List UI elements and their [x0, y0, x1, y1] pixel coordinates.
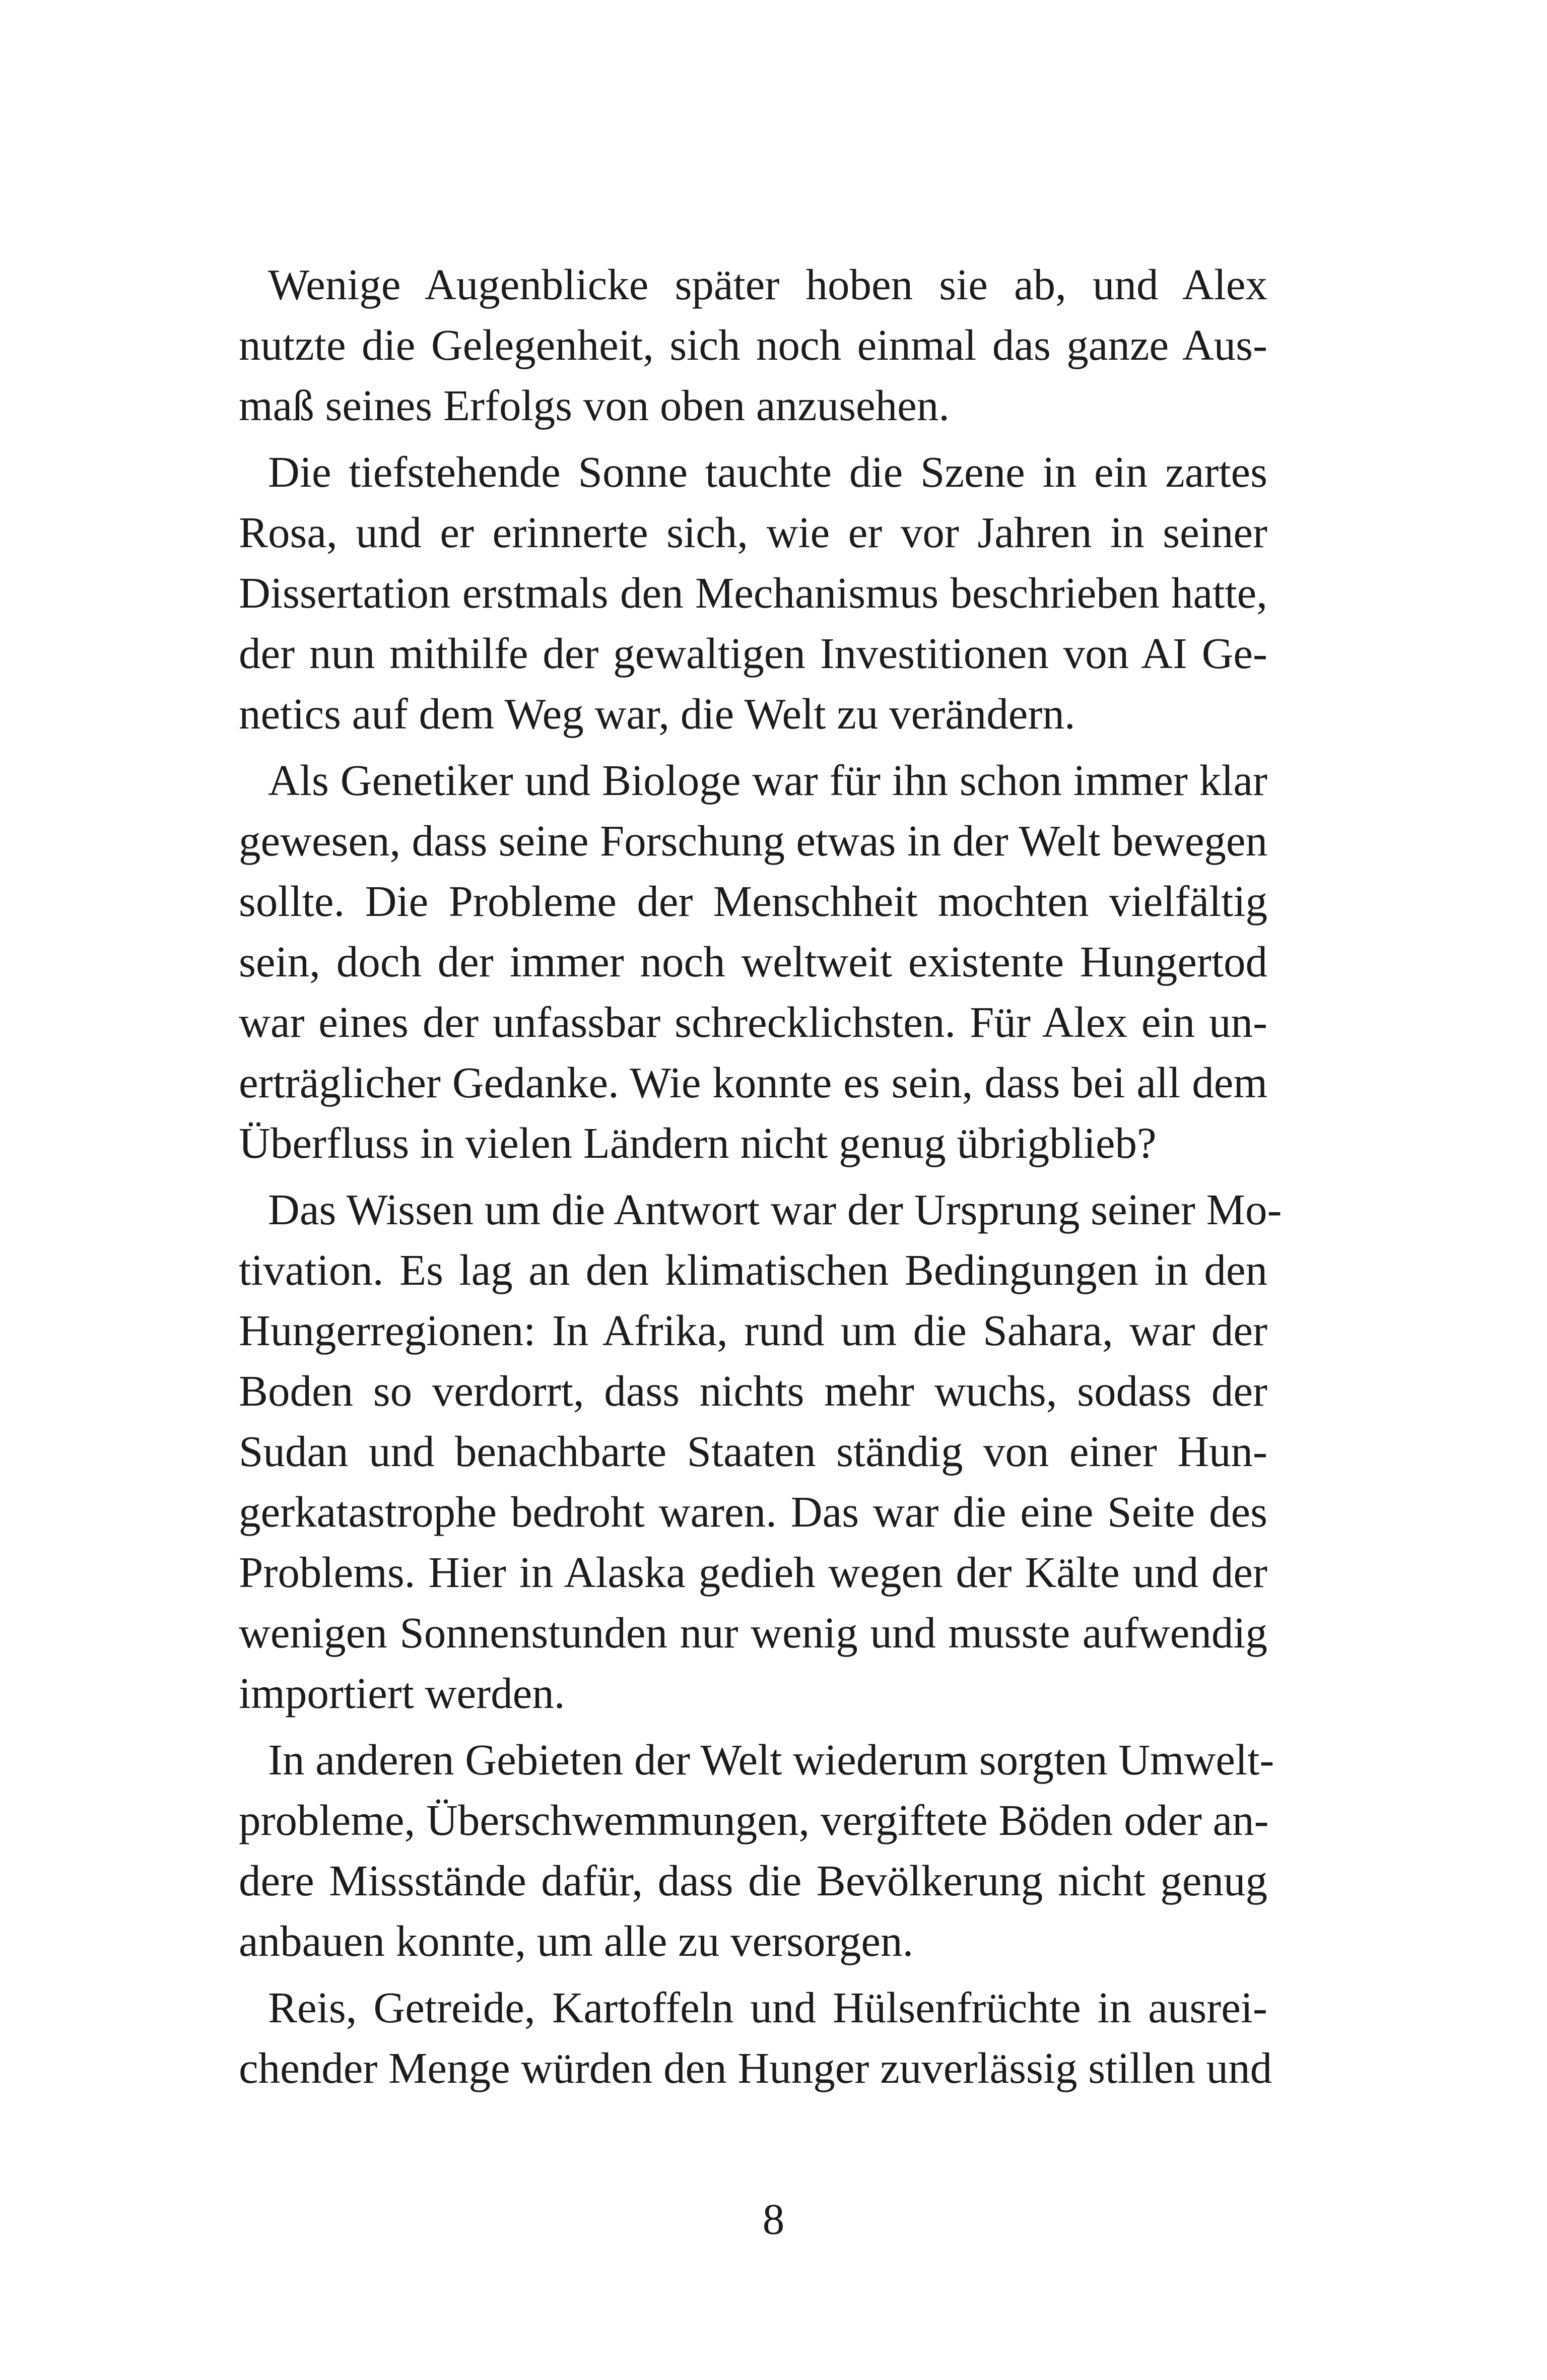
- text-line: nutzte die Gelegenheit, sich noch einmal das ganze Aus-: [239, 320, 1267, 369]
- paragraph-2: [239, 442, 1267, 744]
- text-line: Wenige Augenblicke später hoben sie ab, und Alex: [268, 260, 1267, 309]
- text-line: Boden so verdorrt, dass nichts mehr wuchs, sodass der: [239, 1366, 1267, 1415]
- text-line: In anderen Gebieten der Welt wiederum sorgten Umwelt-: [268, 1735, 1274, 1784]
- text-line: Das Wissen um die Antwort war der Ursprung seiner Mo-: [268, 1185, 1282, 1234]
- text-line: Hungerregionen: In Afrika, rund um die Sahara, war der: [239, 1306, 1267, 1355]
- text-line: dere Missstände dafür, dass die Bevölkerung nicht genug: [239, 1856, 1267, 1905]
- text-line: Reis, Getreide, Kartoffeln und Hülsenfrüchte in ausrei-: [268, 1983, 1267, 2032]
- text-line: Die tiefstehende Sonne tauchte die Szene in ein zartes: [268, 447, 1267, 496]
- text-line: probleme, Überschwemmungen, vergiftete Böden oder an-: [239, 1796, 1269, 1844]
- text-line: anbauen konnte, um alle zu versorgen.: [239, 1916, 914, 1965]
- text-line: tivation. Es lag an den klimatischen Bedingungen in den: [239, 1245, 1267, 1294]
- paragraph-1: [239, 254, 1267, 436]
- page-number: 8: [762, 2195, 785, 2243]
- text-line: Als Genetiker und Biologe war für ihn schon immer klar: [268, 756, 1267, 805]
- paragraph-4: [239, 1179, 1282, 1724]
- text-line: Überfluss in vielen Ländern nicht genug übrigblieb?: [239, 1118, 1157, 1167]
- text-line: Problems. Hier in Alaska gedieh wegen der Kälte und der: [239, 1548, 1267, 1597]
- text-line: wenigen Sonnenstunden nur wenig und musste aufwendig: [239, 1608, 1267, 1657]
- text-line: netics auf dem Weg war, die Welt zu verändern.: [239, 689, 1075, 738]
- text-line: Dissertation erstmals den Mechanismus beschrieben hatte,: [239, 568, 1267, 617]
- text-line: sein, doch der immer noch weltweit existente Hungertod: [239, 937, 1267, 986]
- paragraph-3: [239, 750, 1267, 1173]
- text-line: war eines der unfassbar schrecklichsten. Für Alex ein un-: [239, 998, 1267, 1046]
- text-line: maß seines Erfolgs von oben anzusehen.: [239, 381, 950, 430]
- text-line: sollte. Die Probleme der Menschheit mochten vielfältig: [239, 877, 1267, 925]
- text-line: gewesen, dass seine Forschung etwas in der Welt bewegen: [239, 816, 1267, 865]
- paragraph-5: [239, 1730, 1274, 1971]
- text-line: gerkatastrophe bedroht waren. Das war die eine Seite des: [239, 1487, 1267, 1536]
- text-line: importiert werden.: [239, 1669, 565, 1717]
- text-line: der nun mithilfe der gewaltigen Investitionen von AI Ge-: [239, 629, 1267, 678]
- text-line: Sudan und benachbarte Staaten ständig von einer Hun-: [239, 1427, 1267, 1476]
- text-line: Rosa, und er erinnerte sich, wie er vor Jahren in seiner: [239, 508, 1267, 557]
- text-line: erträglicher Gedanke. Wie konnte es sein, dass bei all dem: [239, 1058, 1267, 1107]
- text-line: chender Menge würden den Hunger zuverlässig stillen und: [239, 2043, 1272, 2092]
- paragraph-6: [239, 1977, 1272, 2098]
- body-text: [239, 254, 1282, 2104]
